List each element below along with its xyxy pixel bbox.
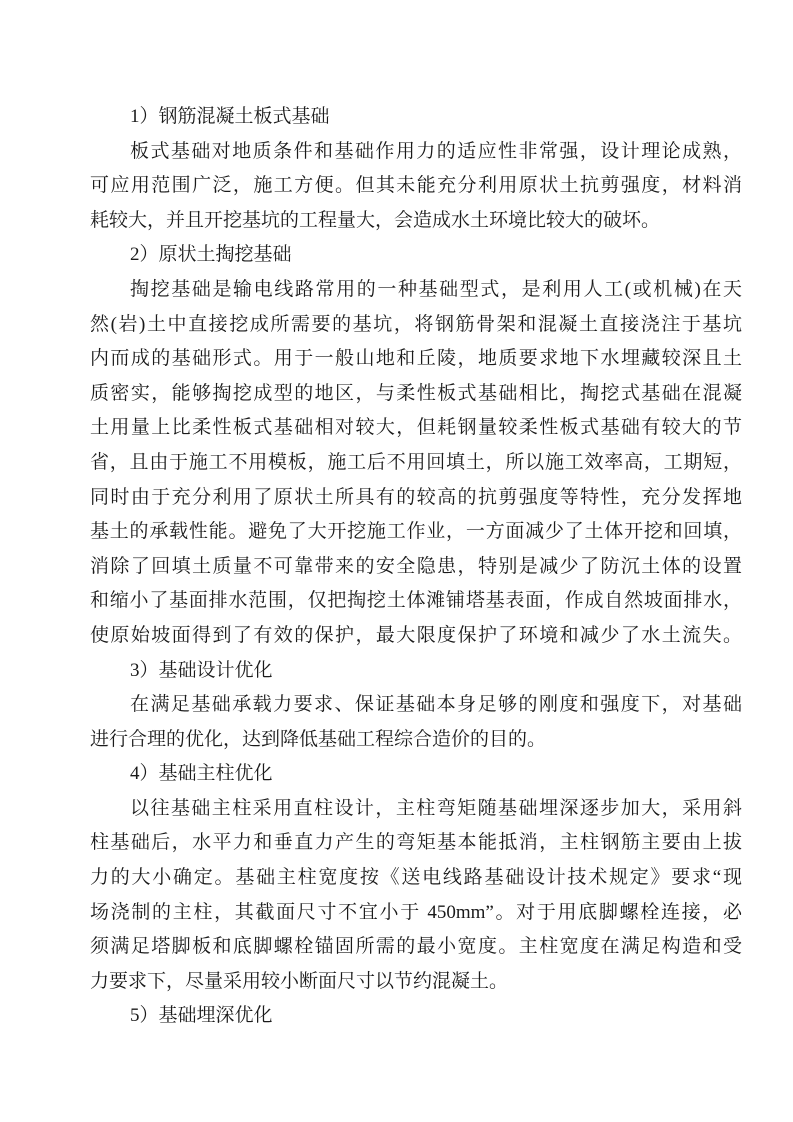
text-line: 在满足基础承载力要求、保证基础本身足够的刚度和强度下，对基础 [130,694,742,716]
text-line: 质密实，能够掏挖成型的地区，与柔性板式基础相比，掏挖式基础在混凝 [90,382,742,404]
text-line: 消除了回填土质量不可靠带来的安全隐患，特别是减少了防沉土体的设置 [90,555,742,577]
text-line: 场浇制的主柱，其截面尺寸不宜小于 450mm”。对于用底脚螺栓连接，必 [90,901,742,923]
text-line: 土用量上比柔性板式基础相对较大，但耗钢量较柔性板式基础有较大的节 [90,417,742,439]
text-line: 力要求下，尽量采用较小断面尺寸以节约混凝土。 [90,970,509,992]
text-block [90,100,742,1034]
text-line: 掏挖基础是输电线路常用的一种基础型式，是利用人工(或机械)在天 [130,278,742,300]
text-line: 板式基础对地质条件和基础作用力的适应性非常强，设计理论成熟， [130,140,742,162]
text-line: 可应用范围广泛，施工方便。但其未能充分利用原状土抗剪强度，材料消 [90,175,742,197]
text-line: 柱基础后，水平力和垂直力产生的弯矩基本能抵消，主柱钢筋主要由上拔 [90,832,742,854]
text-line: 须满足塔脚板和底脚螺栓锚固所需的最小宽度。主柱宽度在满足构造和受 [90,936,742,958]
text-line: 和缩小了基面排水范围，仅把掏挖土体滩铺塔基表面，作成自然坡面排水， [90,590,742,612]
text-line: 力的大小确定。基础主柱宽度按《送电线路基础设计技术规定》要求“现 [90,867,742,889]
text-line: 5）基础埋深优化 [130,1005,273,1027]
text-line: 3）基础设计优化 [130,659,273,681]
text-line: 同时由于充分利用了原状土所具有的较高的抗剪强度等特性，充分发挥地 [90,486,742,508]
text-line: 以往基础主柱采用直柱设计，主柱弯矩随基础埋深逐步加大，采用斜 [130,797,742,819]
text-line: 1）钢筋混凝土板式基础 [130,106,330,127]
text-line: 2）原状土掏挖基础 [130,244,292,266]
text-line: 基土的承载性能。避免了大开挖施工作业，一方面减少了土体开挖和回填， [90,521,742,543]
text-line: 然(岩)土中直接挖成所需要的基坑，将钢筋骨架和混凝土直接浇注于基坑 [90,313,742,335]
text-line: 使原始坡面得到了有效的保护，最大限度保护了环境和减少了水土流失。 [90,624,742,646]
text-line: 4）基础主柱优化 [130,763,273,785]
text-line: 内而成的基础形式。用于一般山地和丘陵，地质要求地下水埋藏较深且土 [90,348,742,370]
text-line: 耗较大，并且开挖基坑的工程量大，会造成水土环境比较大的破坏。 [90,209,661,231]
text-line: 省，且由于施工不用模板，施工后不用回填土，所以施工效率高，工期短， [90,451,742,473]
text-line: 进行合理的优化，达到降低基础工程综合造价的目的。 [90,728,547,750]
